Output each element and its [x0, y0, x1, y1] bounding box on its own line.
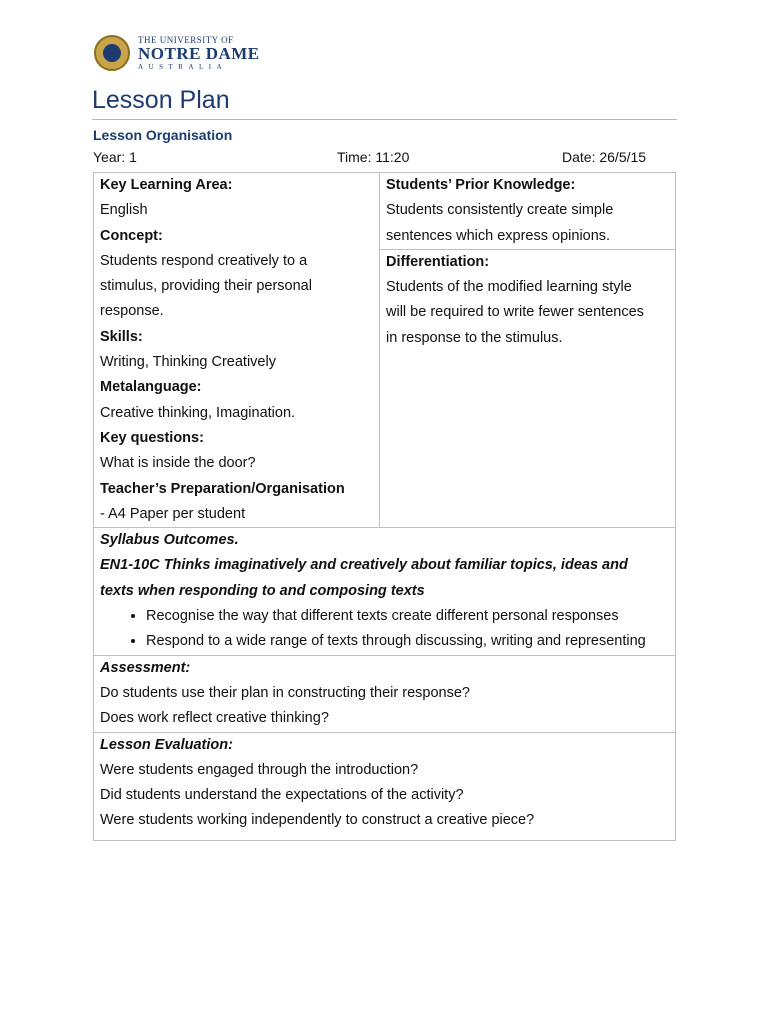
- logo-line-3: AUSTRALIA: [138, 62, 228, 71]
- evaluation-line: Did students understand the expectations of the activity?: [100, 787, 464, 804]
- concept-line: Students respond creatively to a: [100, 252, 308, 269]
- assessment-line: Does work reflect creative thinking?: [100, 710, 329, 727]
- metalanguage-label: Metalanguage:: [100, 379, 202, 396]
- prior-knowledge-cell: [380, 173, 676, 250]
- logo-line-2: NOTRE DAME: [138, 43, 260, 63]
- metalanguage-value: Creative thinking, Imagination.: [100, 404, 296, 421]
- syllabus-bullet-list: [100, 604, 669, 655]
- differentiation-line: in response to the stimulus.: [386, 329, 563, 346]
- university-seal-icon: [94, 35, 130, 71]
- evaluation-line: Were students engaged through the introduction?: [100, 761, 419, 778]
- date-field: Date: 26/5/15: [562, 149, 647, 165]
- concept-line: stimulus, providing their personal: [100, 278, 312, 295]
- differentiation-line: Students of the modified learning style: [386, 279, 632, 296]
- skills-value: Writing, Thinking Creatively: [100, 354, 276, 371]
- evaluation-label: Lesson Evaluation:: [100, 736, 233, 753]
- time-field: Time: 11:20: [337, 149, 410, 165]
- kla-label: Key Learning Area:: [100, 177, 233, 193]
- differentiation-line: will be required to write fewer sentences: [386, 304, 644, 321]
- section-heading: Lesson Organisation: [93, 127, 233, 143]
- assessment-line: Do students use their plan in constructing their response?: [100, 684, 470, 701]
- assessment-label: Assessment:: [100, 659, 191, 676]
- syllabus-cell: [94, 528, 676, 655]
- syllabus-label: Syllabus Outcomes.: [100, 532, 239, 549]
- assessment-cell: [94, 655, 676, 732]
- lesson-plan-table: [93, 172, 676, 841]
- title-divider: [92, 119, 677, 120]
- key-questions-value: What is inside the door?: [100, 455, 256, 472]
- key-questions-label: Key questions:: [100, 429, 204, 446]
- logo-line-1: THE UNIVERSITY OF: [138, 34, 234, 45]
- skills-label: Skills:: [100, 328, 143, 345]
- prior-knowledge-label: Students’ Prior Knowledge:: [386, 177, 576, 193]
- preparation-value: - A4 Paper per student: [100, 505, 246, 522]
- evaluation-line: Were students working independently to construct a creative piece?: [100, 812, 535, 829]
- prior-knowledge-line: Students consistently create simple: [386, 202, 614, 219]
- preparation-label: Teacher’s Preparation/Organisation: [100, 480, 345, 497]
- university-logo: [94, 35, 260, 71]
- concept-line: response.: [100, 303, 164, 320]
- left-info-cell: [94, 173, 380, 528]
- kla-value: English: [100, 202, 148, 219]
- evaluation-cell: [94, 732, 676, 840]
- prior-knowledge-line: sentences which express opinions.: [386, 227, 611, 244]
- page-title: Lesson Plan: [92, 86, 230, 114]
- outcome-line: texts when responding to and composing texts: [100, 582, 425, 599]
- list-item: • Recognise the way that different texts create different personal responses: [146, 604, 669, 629]
- list-item: • Respond to a wide range of texts through discussing, writing and representing: [146, 629, 669, 654]
- concept-label: Concept:: [100, 227, 163, 244]
- differentiation-label: Differentiation:: [386, 253, 490, 270]
- year-field: Year: 1: [93, 149, 137, 165]
- differentiation-cell: [380, 249, 676, 527]
- logo-wordmark: [138, 36, 260, 71]
- outcome-line: EN1-10C Thinks imaginatively and creatively about familiar topics, ideas and: [100, 557, 628, 574]
